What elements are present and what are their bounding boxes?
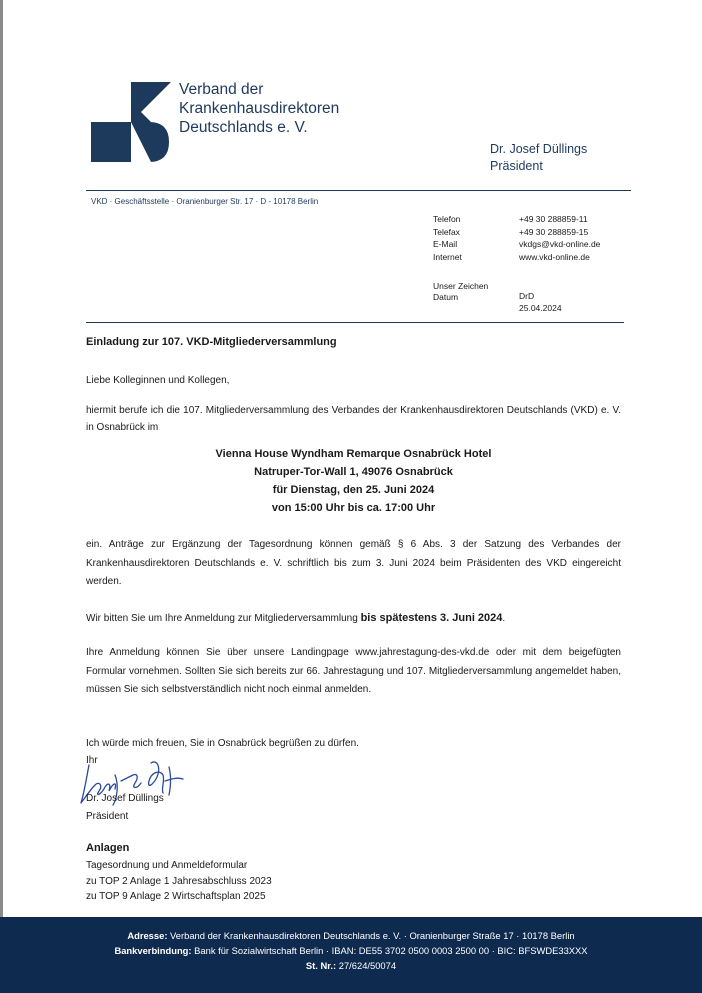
contact-label: Telefax [433, 226, 460, 237]
greeting: Liebe Kolleginnen und Kollegen, [86, 375, 230, 386]
footer-address-label: Adresse: [127, 930, 168, 941]
president-title: Präsident [490, 159, 543, 173]
date-value: 25.04.2024 [519, 303, 562, 313]
attachments-heading: Anlagen [86, 842, 130, 854]
contact-value: +49 30 288859-11 [519, 214, 588, 224]
registration-text: Wir bitten Sie um Ihre Anmeldung zur Mitgliederversammlung [86, 613, 361, 624]
ref-row [433, 303, 562, 314]
org-name-line-1: Verband der [179, 81, 264, 98]
registration-deadline: bis spätestens 3. Juni 2024 [360, 612, 503, 624]
intro-paragraph: hiermit berufe ich die 107. Mitgliederversammlung des Verbandes der Krankenhausdirektoren Deutschlands (VKD) e. V. in Osnabrück im [86, 405, 621, 433]
meeting-date: für Dienstag, den 25. Juni 2024 [272, 484, 435, 496]
venue-address: Natruper-Tor-Wall 1, 49076 Osnabrück [254, 466, 453, 478]
landing-page-paragraph: Ihre Anmeldung können Sie über unsere Landingpage www.jahrestagung-des-vkd.de oder mit dem beigefügten Formular vornehmen. Sollten Sie sich bereits zur 66. Jahrestagung und 107. Mitgliederversammlung angemeldet haben, müssen Sie sich selbstverständlich nicht noch einmal anmelden. [86, 647, 621, 695]
president-block [490, 141, 587, 175]
venue-name: Vienna House Wyndham Remarque Osnabrück Hotel [215, 448, 492, 460]
org-name-line-2: Krankenhausdirektoren [179, 100, 340, 117]
ref-value: DrD [519, 291, 535, 301]
ref-spacer [433, 303, 519, 314]
attachment-item: Tagesordnung und Anmeldeformular [86, 860, 248, 871]
registration-period: . [502, 613, 506, 624]
meeting-time: von 15:00 Uhr bis ca. 17:00 Uhr [271, 502, 436, 514]
contact-website[interactable]: www.vkd-online.de [519, 251, 590, 262]
contact-value: +49 30 288859-15 [519, 226, 589, 237]
footer-tax-label: St. Nr.: [305, 960, 337, 971]
attachment-item: zu TOP 2 Anlage 1 Jahresabschluss 2023 [86, 875, 272, 887]
header-divider [86, 190, 631, 191]
footer-bank [0, 943, 702, 958]
contact-block [433, 213, 600, 263]
registration-paragraph [86, 610, 621, 627]
footer-tax [0, 958, 702, 973]
contact-row [433, 213, 600, 226]
contact-label: Internet [433, 251, 462, 262]
contact-label: Telefon [433, 214, 461, 224]
ref-row [433, 292, 562, 303]
contact-label: E-Mail [433, 239, 458, 249]
president-name: Dr. Josef Düllings [490, 142, 588, 156]
subject-divider [86, 322, 624, 323]
org-name-line-3: Deutschlands e. V. [179, 119, 308, 136]
signer-name: Dr. Josef Düllings [86, 793, 164, 804]
organization-name [179, 80, 339, 137]
footer-tax-value: 27/624/50074 [336, 960, 397, 971]
footer-address [0, 928, 702, 943]
signature-block [86, 791, 621, 825]
page-edge [0, 0, 3, 993]
contact-row [433, 251, 600, 264]
footer-bank-value: Bank für Sozialwirtschaft Berlin · IBAN: DE55 3702 0500 0003 2500 00 · BIC: BFSWDE33XXX [191, 945, 588, 956]
footer-address-value: Verband der Krankenhausdirektoren Deutschlands e. V. · Oranienburger Straße 17 · 10178 Berlin [167, 930, 575, 941]
sender-address-line: VKD · Geschäftsstelle · Oranienburger Str. 17 · D - 10178 Berlin [91, 197, 319, 206]
letter-subject: Einladung zur 107. VKD-Mitgliederversammlung [86, 336, 337, 348]
letter-footer [0, 917, 702, 993]
footer-bank-label: Bankverbindung: [114, 945, 192, 956]
date-label: Datum [433, 292, 459, 302]
contact-row [433, 226, 600, 239]
contact-row [433, 238, 600, 251]
signer-title: Präsident [86, 811, 129, 822]
attachment-item: zu TOP 9 Anlage 2 Wirtschaftsplan 2025 [86, 891, 266, 902]
attachments-list [86, 858, 272, 905]
closing-word: Ihr [86, 755, 98, 766]
vkd-logo [91, 82, 171, 162]
motions-paragraph: ein. Anträge zur Ergänzung der Tagesordnung können gemäß § 6 Abs. 3 der Satzung des Verbandes der Krankenhausdirektoren Deutschlands e. V. schriftlich bis zum 3. Juni 2024 beim Präsidenten des VKD eingereicht werden. [86, 539, 621, 587]
ref-label: Unser Zeichen [433, 281, 489, 291]
closing-sentence: Ich würde mich freuen, Sie in Osnabrück begrüßen zu dürfen. [86, 738, 359, 749]
contact-email[interactable]: vkdgs@vkd-online.de [519, 239, 601, 249]
reference-block [433, 281, 562, 314]
venue-block [86, 445, 621, 517]
ref-row [433, 281, 562, 292]
